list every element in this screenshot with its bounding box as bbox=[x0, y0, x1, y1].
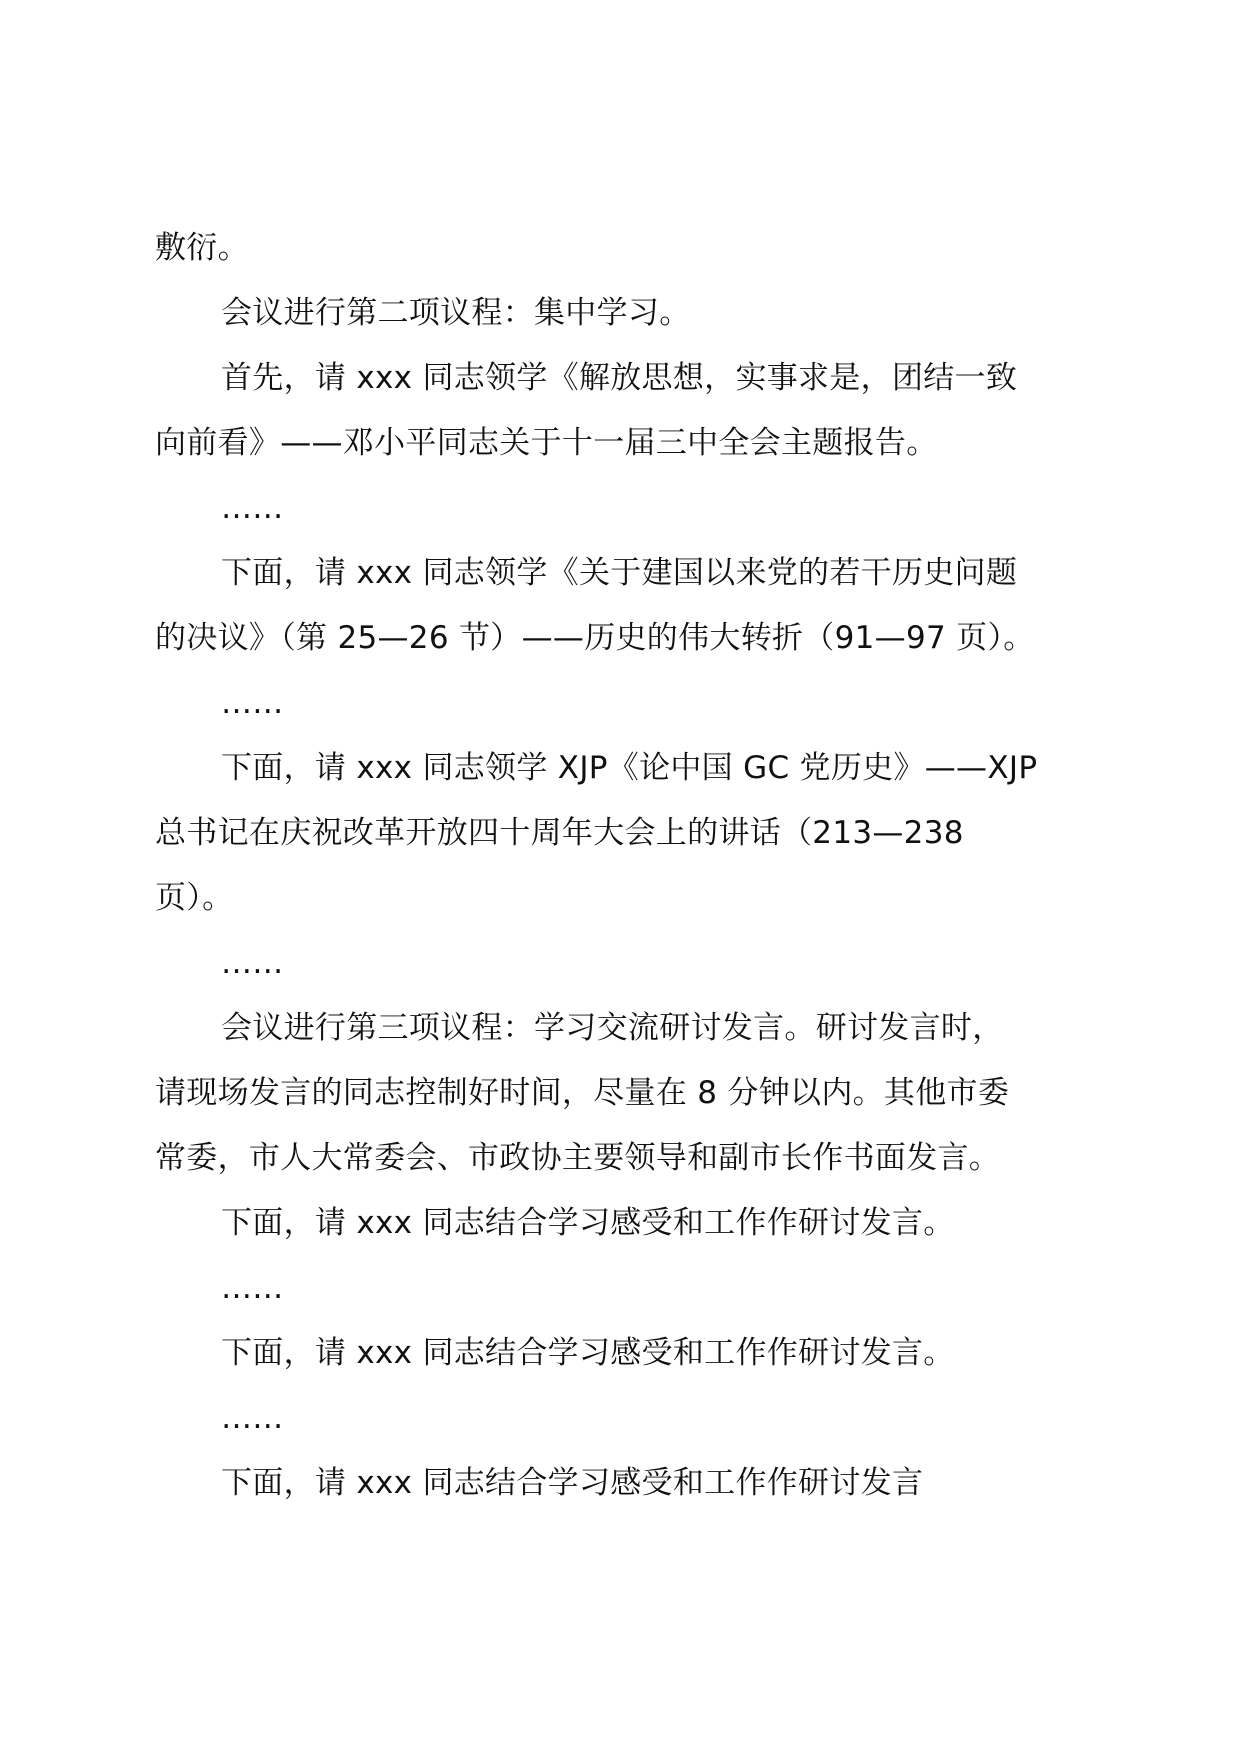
text-line: 下面，请 xxx 同志领学《关于建国以来党的若干历史问题 bbox=[221, 555, 1018, 591]
text-line: 下面，请 xxx 同志结合学习感受和工作作研讨发言。 bbox=[221, 1205, 955, 1241]
ellipsis-line: …… bbox=[221, 945, 284, 981]
text-line: 向前看》——邓小平同志关于十一届三中全会主题报告。 bbox=[155, 425, 938, 461]
text-line: 敷衍。 bbox=[155, 230, 249, 266]
ellipsis-line: …… bbox=[221, 1400, 284, 1436]
text-line: 下面，请 xxx 同志结合学习感受和工作作研讨发言。 bbox=[221, 1335, 955, 1371]
text-line: 下面，请 xxx 同志结合学习感受和工作作研讨发言 bbox=[221, 1465, 924, 1501]
text-line: 会议进行第三项议程：学习交流研讨发言。研讨发言时， bbox=[221, 1010, 1004, 1046]
ellipsis-line: …… bbox=[221, 685, 284, 721]
text-line: 下面，请 xxx 同志领学 XJP《论中国 GC 党历史》——XJP bbox=[221, 750, 1038, 786]
text-line: 总书记在庆祝改革开放四十周年大会上的讲话（213—238 bbox=[155, 815, 964, 851]
ellipsis-line: …… bbox=[221, 490, 284, 526]
text-line: 常委，市人大常委会、市政协主要领导和副市长作书面发言。 bbox=[155, 1140, 1001, 1176]
text-line: 的决议》（第 25—26 节）——历史的伟大转折（91—97 页）。 bbox=[155, 620, 1035, 656]
ellipsis-line: …… bbox=[221, 1270, 284, 1306]
text-line: 会议进行第二项议程：集中学习。 bbox=[221, 295, 691, 331]
text-line: 页）。 bbox=[155, 880, 234, 916]
text-line: 首先，请 xxx 同志领学《解放思想，实事求是，团结一致 bbox=[221, 360, 1018, 396]
document-body bbox=[155, 216, 1095, 1516]
text-line: 请现场发言的同志控制好时间，尽量在 8 分钟以内。其他市委 bbox=[155, 1075, 1010, 1111]
